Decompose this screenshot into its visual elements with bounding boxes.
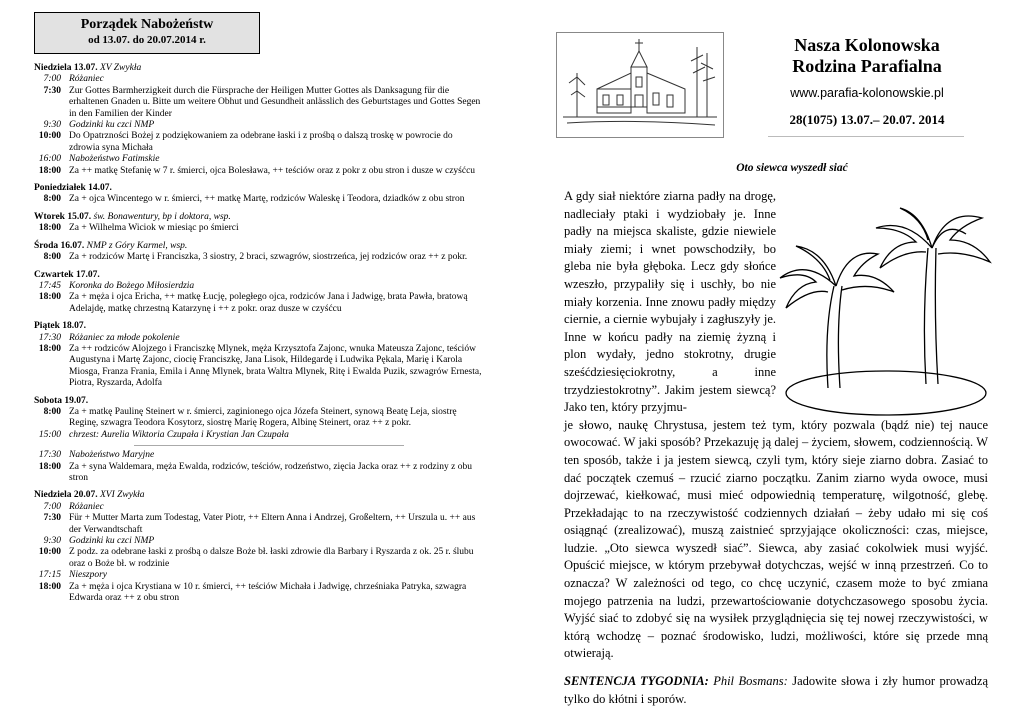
entry-time: 7:00	[43, 501, 61, 512]
day-heading	[34, 212, 484, 223]
entry-time: 9:30	[43, 536, 61, 547]
entry-time: 10:00	[38, 131, 61, 142]
day-feast: NMP z Góry Karmel, wsp.	[86, 240, 188, 251]
entry-time: 18:00	[38, 581, 61, 592]
schedule-day	[34, 63, 484, 177]
entry-time: 8:00	[43, 194, 61, 205]
entry-time: 8:00	[43, 252, 61, 263]
entry-intention: Nabożeństwo Maryjne	[69, 450, 155, 461]
schedule-entry	[34, 154, 484, 165]
entry-intention: Za + ojca Wincentego w r. śmierci, ++ matkę Martę, rodziców Waleskę i Teodora, dziadków z obu stron	[69, 194, 465, 205]
schedule-entry	[34, 547, 484, 570]
church-illustration	[556, 32, 724, 138]
schedule-day	[34, 321, 484, 389]
schedule-dates: od 13.07. do 20.07.2014 r.	[88, 34, 206, 46]
article-text: je słowo, naukę Chrystusa, jestem też tym, który pozwala (bądź nie) tej nauce owocować. W jaki sposób? Przekazuję ją dalej – życiem, słowem, codziennością. W ten sposób, także i ja jestem siewcą, czyli tym, który sieje ziarno dobra. Zasiać to dać początek czemuś – rzucić ziarno początku. Zanim ziarno wyda owoce, musi dojrzewać, kiełkować, musi mieć odpowiednią temperaturę, wilgotność, glebę. Przekładając to na rzeczywistość codziennych działań – żeby udało mi się coś osiągnąć (zrealizować), muszą zaistnieć sprzyjające okoliczności: czas, miejsce, ludzie. „Oto siewca wyszedł siać”. Siewca, aby zasiać cokolwiek musi wyjść. Opuścić miejsce, w którym przebywał dotychczas, wejść w inną przestrzeń. Co to oznacza? W zależności od tego, co chcę uczynić, czasem może to być zmiana mojego patrzenia na ludzi, przewartościowanie dotychczasowego sposobu życia. Wyjść siać to zdobyć się na wysiłek przyglądnięcia się tej nowej rzeczywistości, w którą wchodzę – poznać środowisko, ludzi, możliwości, które się przede mną otwierają.	[564, 417, 988, 661]
entry-time: 8:00	[43, 406, 61, 417]
day-feast: XV Zwykła	[99, 63, 142, 73]
entry-time: 15:00	[38, 429, 61, 440]
masthead-title-line1: Nasza Kolonowska	[794, 35, 940, 55]
article-title: Oto siewca wyszedł siać	[736, 162, 848, 174]
entry-intention: Nieszpory	[69, 570, 107, 581]
day-feast: św. Bonawentury, bp i doktora, wsp.	[93, 211, 231, 222]
entry-time: 7:00	[43, 74, 61, 85]
schedule-title-box	[34, 12, 260, 54]
entry-intention: Godzinki ku czci NMP	[69, 120, 155, 131]
schedule-entry	[34, 223, 484, 234]
schedule-entry	[34, 333, 484, 344]
schedule-entry	[34, 582, 484, 605]
schedule-entry	[34, 194, 484, 205]
entry-intention: Różaniec za młode pokolenie	[69, 332, 180, 343]
sentence-label: SENTENCJA TYGODNIA:	[564, 674, 709, 689]
day-heading	[34, 241, 484, 252]
separator-line	[134, 445, 404, 446]
entry-time: 17:45	[38, 280, 61, 291]
schedule-title: Porządek Nabożeństw	[80, 17, 214, 32]
entry-intention: Za + rodziców Martę i Franciszka, 3 siostry, 2 braci, szwagrów, siostrzeńca, jej rodziców oraz ++ z pokr.	[69, 252, 468, 263]
entry-intention: Za + matkę Paulinę Steinert w r. śmierci, zaginionego ojca Józefa Steinert, synową Beatę Leja, siostrę Reginę, szwagra Teodora Kosytorz, siostrę Marię Rogera, Albinę Steinert, oraz ++ z pokr.	[69, 406, 457, 429]
schedule-entry	[34, 281, 484, 292]
entry-time: 18:00	[38, 223, 61, 234]
entry-time: 17:30	[38, 332, 61, 343]
entry-intention: Za + Wilhelma Wiciok w miesiąc po śmierci	[69, 223, 239, 234]
day-date: Piątek 18.07.	[34, 321, 86, 332]
schedule-day	[34, 490, 484, 604]
sentence-author: Phil Bosmans:	[713, 674, 788, 689]
day-date: Niedziela 20.07.	[34, 490, 98, 501]
masthead	[762, 35, 972, 128]
schedule-entry	[34, 407, 484, 430]
schedule-entry	[34, 450, 484, 461]
issue-number: 28(1075) 13.07.– 20.07. 2014	[789, 112, 945, 127]
article-body	[564, 188, 988, 708]
schedule-entry	[34, 166, 484, 177]
schedule-entry	[34, 86, 484, 120]
entry-intention: Zur Gottes Barmherzigkeit durch die Fürsprache der Heiligen Mutter Gottes als Danksagung für die erhaltenen Gnaden u. Bitte um weitere Obhut und Gesundheit anlässlich des Geburtstages und Gottes Segen in den Familien der Kinder	[69, 85, 481, 119]
entry-time: 17:30	[38, 450, 61, 461]
schedule-day	[34, 212, 484, 235]
entry-intention: chrzest: Aurelia Wiktoria Czupała i Krystian Jan Czupała	[69, 429, 289, 440]
schedule-entry	[34, 502, 484, 513]
schedule-day	[34, 396, 484, 485]
schedule-entry	[34, 570, 484, 581]
entry-intention: Za + syna Waldemara, męża Ewalda, rodziców, teściów, rodzeństwo, zięcia Jacka oraz ++ z rodziny z obu stron	[69, 461, 472, 483]
schedule-entry	[34, 344, 484, 390]
entry-intention: Godzinki ku czci NMP	[69, 536, 155, 547]
entry-time: 18:00	[38, 292, 61, 303]
entry-time: 10:00	[38, 547, 61, 558]
schedule-entry	[34, 513, 484, 536]
masthead-title-line2: Rodzina Parafialna	[792, 56, 942, 76]
schedule-entry	[34, 430, 484, 441]
day-heading	[34, 63, 484, 74]
schedule-entry	[34, 292, 484, 315]
day-date: Środa 16.07.	[34, 240, 85, 251]
entry-time: 18:00	[38, 461, 61, 472]
entry-time: 9:30	[43, 120, 61, 131]
entry-time: 18:00	[38, 165, 61, 176]
schedule-entry	[34, 131, 484, 154]
schedule-entry	[34, 120, 484, 131]
schedule-entry	[34, 252, 484, 263]
entry-intention: Für + Mutter Marta zum Todestag, Vater Piotr, ++ Eltern Anna i Andrzej, Großeltern, ++ Urszula u. ++ aus der Verwandtschaft	[69, 513, 476, 535]
entry-intention: Różaniec	[69, 501, 104, 512]
entry-intention: Za ++ matkę Stefanię w 7 r. śmierci, ojca Bolesława, ++ teściów oraz z pokr z obu stron i dusze w czyśćcu	[69, 165, 476, 176]
schedule-day	[34, 183, 484, 206]
entry-intention: Nabożeństwo Fatimskie	[69, 154, 160, 165]
schedule-list	[34, 63, 484, 604]
day-date: Wtorek 15.07.	[34, 211, 92, 222]
day-date: Niedziela 13.07.	[34, 63, 98, 73]
schedule-entry	[34, 536, 484, 547]
entry-time: 16:00	[38, 154, 61, 165]
entry-intention: Z podz. za odebrane łaski z prośbą o dalsze Boże bł. łaski zdrowie dla Barbary i Ryszarda z ok. 25 r. ślubu oraz o Boże bł. w rodzinie	[69, 547, 474, 569]
entry-intention: Różaniec	[69, 74, 104, 85]
entry-time: 17:15	[38, 570, 61, 581]
schedule-entry	[34, 74, 484, 85]
schedule-entry	[34, 462, 484, 485]
schedule-column	[34, 12, 484, 604]
day-heading	[34, 183, 484, 194]
entry-intention: Koronka do Bożego Miłosierdzia	[69, 280, 195, 291]
day-feast: XVI Zwykła	[99, 490, 145, 501]
day-heading	[34, 270, 484, 281]
schedule-day	[34, 241, 484, 264]
schedule-day	[34, 270, 484, 316]
sentence-of-the-week	[564, 673, 988, 708]
day-date: Sobota 19.07.	[34, 395, 89, 406]
sentence-text: Jadowite słowa i zły humor prowadzą tylko do kłótni i sporów.	[564, 674, 989, 706]
article-text-wrapped: A gdy siał niektóre ziarna padły na drogę, nadleciały ptaki i wydziobały je. Inne padły na miejsca skaliste, gdzie niewiele miały ziemi; i wnet powschodziły, bo gleba nie była głęboka. Lecz gdy słońce wzeszło, przypaliły się i uschły, bo nie miały korzenia. Inne znowu padły między ciernie, a ciernie wybujały i zagłuszyły je. Inne w końcu padły na ziemię żyzną i plon wydały, jedno stokrotny, drugie sześćdziesięciokrotny, a inne trzydziestokrotny”. Jakim jestem siewcą? Jako ten, który przyjmu-	[564, 189, 776, 415]
entry-time: 7:30	[43, 85, 61, 96]
day-heading	[34, 321, 484, 332]
entry-time: 7:30	[43, 513, 61, 524]
entry-intention: Za ++ rodziców Alojzego i Franciszkę Mlynek, męża Krzysztofa Zajonc, wnuka Mateusza Zajonc, teściów Augustyna i Martę Zajonc, ciocię Franciszkę, Jana Lisok, Hildegardę i Ludwika Pękala, Marię i Karola Miosga, Franza Frania, Emila i Annę Mlynek, brata Waltra Mlynek, Ritę i Ewalda Puzik, szwagrów Ernesta, Piotra, Ryszarda, Adolfa	[69, 343, 482, 389]
day-date: Czwartek 17.07.	[34, 269, 100, 280]
entry-intention: Do Opatrzności Bożej z podziękowaniem za odebrane łaski i z prośbą o dalszą troskę w powrocie do zdrowia syna Michała	[69, 131, 453, 153]
entry-time: 18:00	[38, 343, 61, 354]
day-date: Poniedziałek 14.07.	[34, 183, 112, 194]
day-heading	[34, 396, 484, 407]
entry-intention: Za + męża i ojca Ericha, ++ matkę Łucję, poległego ojca, rodziców Jana i Jadwigę, brata Pawła, bratową Adelajdę, matkę chrzestną Katarzynę i ++ z pokr. oraz dusze w czyśćcu	[69, 292, 468, 314]
parish-website: www.parafia-kolonowskie.pl	[790, 86, 944, 100]
day-heading	[34, 490, 484, 501]
masthead-divider	[768, 136, 964, 137]
entry-intention: Za + męża i ojca Krystiana w 10 r. śmierci, ++ teściów Michała i Jadwigę, chrześniaka Patryka, szwagra Edwarda oraz ++ z obu stron	[69, 581, 467, 604]
